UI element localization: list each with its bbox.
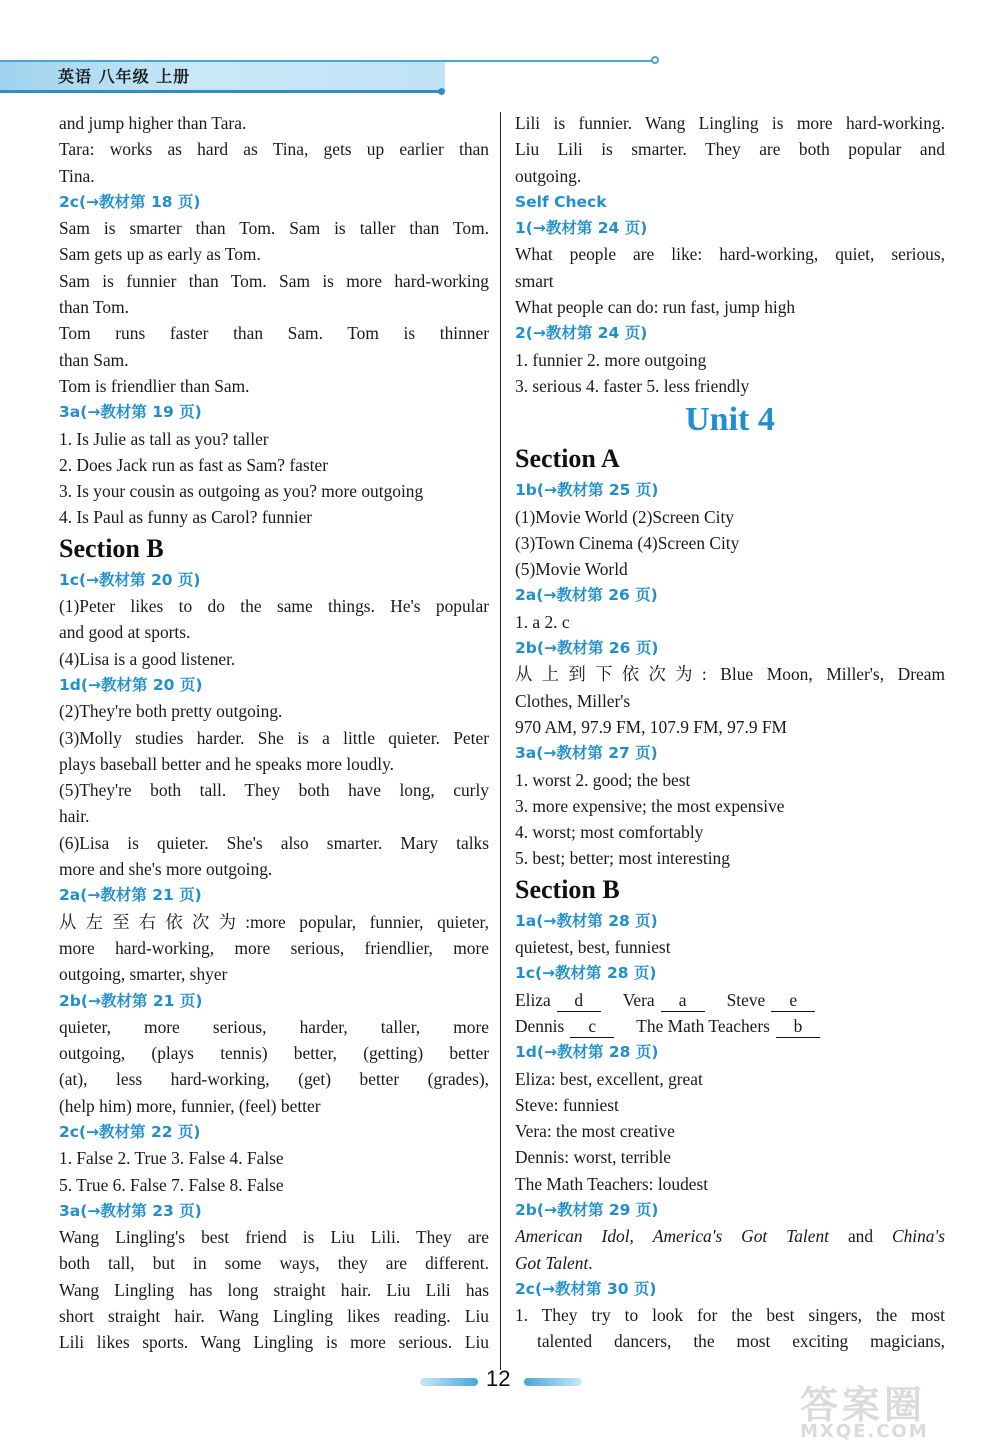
exercise-reference: 2c(→教材第 22 页) xyxy=(59,1122,201,1141)
text-line: 1. False 2. True 3. False 4. False xyxy=(59,1148,284,1169)
text-line: and good at sports. xyxy=(59,622,191,643)
text-line: 3. Is your cousin as outgoing as you? more outgoing xyxy=(59,481,424,502)
exercise-reference: 3a(→教材第 23 页) xyxy=(59,1201,202,1220)
section-heading: Section B xyxy=(515,874,620,904)
match-answer-blank: c xyxy=(570,1015,614,1038)
text-line: plays baseball better and he speaks more loudly. xyxy=(59,753,394,774)
title-italic: China's xyxy=(891,1226,945,1247)
footer-deco-left xyxy=(420,1378,478,1386)
text-line: Dennis: worst, terrible xyxy=(515,1147,671,1168)
exercise-reference: 2a(→教材第 21 页) xyxy=(59,886,202,905)
text-line: outgoing, smarter, shyer xyxy=(59,964,228,985)
text-line: Vera: the most creative xyxy=(515,1121,675,1142)
text-line: (at), less hard-working, (get) better (grades), xyxy=(59,1069,489,1090)
text-line: 1. worst 2. good; the best xyxy=(515,769,691,790)
exercise-reference: 1c(→教材第 20 页) xyxy=(59,570,201,589)
header-dot-small xyxy=(438,88,445,95)
exercise-reference: 2b(→教材第 26 页) xyxy=(515,639,659,658)
text-line: 4. Is Paul as funny as Carol? funnier xyxy=(59,507,313,528)
text-line: (3)Town Cinema (4)Screen City xyxy=(515,532,740,553)
text-line: Sam gets up as early as Tom. xyxy=(59,244,261,265)
text-line: short straight hair. Wang Lingling likes reading. Liu xyxy=(59,1306,489,1327)
text-line: 从上到下依次为: Blue Moon, Miller's, Dream xyxy=(515,664,945,685)
text-line: (6)Lisa is quieter. She's also smarter. Mary talks xyxy=(59,832,489,853)
watermark-sub: MXQE.COM xyxy=(800,1421,929,1442)
text-line: smart xyxy=(515,270,554,291)
exercise-reference: 1d(→教材第 28 页) xyxy=(515,1043,659,1062)
left-column xyxy=(59,110,489,1356)
text-line: Lili is funnier. Wang Lingling is more hard-working. xyxy=(515,113,945,133)
text-line: 从左至右依次为:more popular, funnier, quieter, xyxy=(59,911,489,932)
exercise-reference: 2a(→教材第 26 页) xyxy=(515,586,658,605)
text-line: Liu Lili is smarter. They are both popular and xyxy=(515,139,945,160)
header-dot xyxy=(651,56,659,64)
exercise-reference: Self Check xyxy=(515,192,607,211)
title-italic: Got Talent xyxy=(515,1252,589,1273)
match-name: Vera xyxy=(622,989,655,1010)
text-line: more hard-working, more serious, friendlier, more xyxy=(59,937,489,958)
text-line: Tom runs faster than Sam. Tom is thinner xyxy=(59,323,489,344)
text-line: Wang Lingling has long straight hair. Liu Lili has xyxy=(59,1279,489,1300)
text-line: 2. Does Jack run as fast as Sam? faster xyxy=(59,454,328,475)
footer-deco-right xyxy=(524,1378,582,1386)
text-line: Wang Lingling's best friend is Liu Lili. They are xyxy=(59,1227,489,1248)
text-line: 5. True 6. False 7. False 8. False xyxy=(59,1174,284,1195)
text-line: 3. serious 4. faster 5. less friendly xyxy=(515,375,750,396)
header-rule-top xyxy=(0,60,655,62)
text-line: Tom is friendlier than Sam. xyxy=(59,375,250,396)
section-heading: Section A xyxy=(515,444,620,474)
exercise-reference: 2c(→教材第 18 页) xyxy=(59,192,201,211)
text-line: 3. more expensive; the most expensive xyxy=(515,795,785,816)
text-line: Sam is funnier than Tom. Sam is more hard-working xyxy=(59,270,489,291)
text-line: (1)Peter likes to do the same things. He's popular xyxy=(59,596,489,617)
text-line: (5)Movie World xyxy=(515,559,628,580)
text-line: than Sam. xyxy=(59,349,129,370)
text-line: Tina. xyxy=(59,165,95,186)
title-italic: American Idol xyxy=(515,1226,630,1247)
match-name: Dennis xyxy=(515,1015,565,1036)
text-line: (1)Movie World (2)Screen City xyxy=(515,506,734,527)
text-line: Tara: works as hard as Tina, gets up earlier than xyxy=(59,139,489,160)
text-line: 5. best; better; most interesting xyxy=(515,848,730,869)
text-line: 4. worst; most comfortably xyxy=(515,822,704,843)
text-line: 1. They try to look for the best singers, the most xyxy=(515,1305,945,1326)
match-name: Steve xyxy=(726,989,766,1010)
exercise-reference: 1a(→教材第 28 页) xyxy=(515,911,658,930)
text-line: more and she's more outgoing. xyxy=(59,859,273,880)
text-line: (2)They're both pretty outgoing. xyxy=(59,701,283,722)
exercise-reference: 1c(→教材第 28 页) xyxy=(515,964,657,983)
text-line: (4)Lisa is a good listener. xyxy=(59,648,236,669)
match-answer-blank: e xyxy=(771,989,815,1012)
column-divider xyxy=(500,112,501,1370)
text-line: talented dancers, the most exciting magicians, xyxy=(537,1331,945,1352)
exercise-reference: 1d(→教材第 20 页) xyxy=(59,675,203,694)
unit-heading: Unit 4 xyxy=(685,401,775,439)
text-line: Sam is smarter than Tom. Sam is taller than Tom. xyxy=(59,218,489,239)
text-line: and jump higher than Tara. xyxy=(59,113,247,133)
exercise-reference: 1(→教材第 24 页) xyxy=(515,219,648,238)
text-line: The Math Teachers: loudest xyxy=(515,1173,709,1194)
text-line: quieter, more serious, harder, taller, more xyxy=(59,1016,489,1037)
text-line: What people are like: hard-working, quiet, serious, xyxy=(515,244,945,265)
text-line: Steve: funniest xyxy=(515,1094,619,1115)
text-line: What people can do: run fast, jump high xyxy=(515,297,796,318)
text-line: 1. a 2. c xyxy=(515,611,570,632)
exercise-reference: 1b(→教材第 25 页) xyxy=(515,481,659,500)
header-rule-bottom xyxy=(0,90,440,93)
right-column xyxy=(515,110,945,1355)
text-line: outgoing. xyxy=(515,165,582,186)
text-line: quietest, best, funniest xyxy=(515,937,671,958)
text-line: (help him) more, funnier, (feel) better xyxy=(59,1095,321,1116)
text-line: 1. Is Julie as tall as you? taller xyxy=(59,428,269,449)
text-fragment: , xyxy=(629,1226,653,1247)
text-line: Lili likes sports. Wang Lingling is more serious. Liu xyxy=(59,1332,489,1353)
exercise-reference: 2c(→教材第 30 页) xyxy=(515,1279,657,1298)
matching-row xyxy=(515,1013,945,1039)
matching-row xyxy=(515,987,945,1013)
match-answer-blank: d xyxy=(557,989,601,1012)
text-line: than Tom. xyxy=(59,297,129,318)
watermark-logo xyxy=(800,1383,985,1442)
match-name: The Math Teachers xyxy=(636,1015,770,1036)
text-line: both tall, but in some ways, they are different. xyxy=(59,1253,489,1274)
match-answer-blank: a xyxy=(661,989,705,1012)
exercise-reference: 2b(→教材第 21 页) xyxy=(59,991,203,1010)
title-italic: America's Got Talent xyxy=(652,1226,830,1247)
text-line: 1. funnier 2. more outgoing xyxy=(515,349,707,370)
exercise-reference: 2b(→教材第 29 页) xyxy=(515,1200,659,1219)
text-line xyxy=(515,1250,945,1276)
text-line: Eliza: best, excellent, great xyxy=(515,1068,703,1089)
exercise-reference: 3a(→教材第 27 页) xyxy=(515,744,658,763)
text-line: hair. xyxy=(59,806,90,827)
exercise-reference: 2(→教材第 24 页) xyxy=(515,324,648,343)
match-answer-blank: b xyxy=(776,1015,820,1038)
section-heading: Section B xyxy=(59,533,164,563)
match-name: Eliza xyxy=(515,989,551,1010)
text-line: Clothes, Miller's xyxy=(515,690,631,711)
text-line: (5)They're both tall. They both have long, curly xyxy=(59,780,489,801)
watermark-main: 答案圈 xyxy=(800,1383,927,1427)
text-line xyxy=(515,1223,945,1249)
exercise-reference: 3a(→教材第 19 页) xyxy=(59,403,202,422)
text-line: outgoing, (plays tennis) better, (getting) better xyxy=(59,1043,489,1064)
text-fragment: and xyxy=(829,1226,892,1247)
running-header-title: 英语 八年级 上册 xyxy=(58,67,191,86)
text-line: (3)Molly studies harder. She is a little quieter. Peter xyxy=(59,727,489,748)
page-number: 12 xyxy=(486,1366,511,1391)
text-fragment: . xyxy=(588,1252,593,1273)
text-line: 970 AM, 97.9 FM, 107.9 FM, 97.9 FM xyxy=(515,716,788,737)
